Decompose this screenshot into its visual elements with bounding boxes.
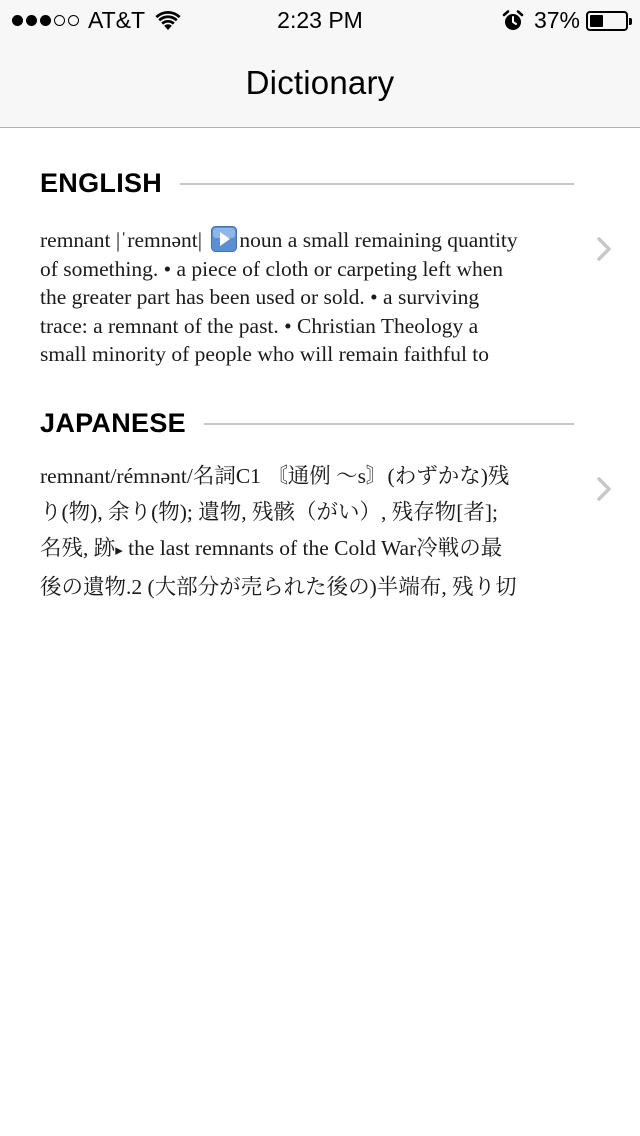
section-title: JAPANESE [40,408,186,438]
entry-text: the last remnants of the Cold War冷戦の最 [122,536,503,560]
entry-line: of something. • a piece of cloth or carpeting left when [40,256,504,281]
navigation-bar [0,40,640,128]
chevron-right-icon[interactable] [596,476,612,502]
entry-line [40,226,574,255]
entry-line: small minority of people who will remain faithful to [40,342,490,366]
dictionary-entry-english[interactable] [40,226,574,371]
entry-line: り(物), 余り(物); 遺物, 残骸（がい）, 残存物[者]; [40,500,499,524]
entry-line: 後の遺物.2 (大部分が売られた後の)半端布, 残り切 [40,575,517,599]
chevron-right-icon[interactable] [596,236,612,262]
entry-line: remnant/rémnənt/名詞C1 〘通例 ～s〙(わずかな)残 [40,464,510,488]
example-marker: ▸ [115,543,123,559]
entry-text: 名残, 跡 [40,536,116,560]
section-divider [204,423,574,425]
entry-line: trace: a remnant of the past. • Christian Theology a [40,313,479,338]
status-bar [0,0,640,40]
section-header [40,168,574,199]
dictionary-entry-japanese[interactable] [40,458,574,608]
section-header [40,408,574,439]
status-right [502,7,628,34]
section-title: ENGLISH [40,168,163,198]
battery-nub [629,18,632,25]
section-divider [180,183,574,185]
play-pronunciation-icon[interactable] [211,226,237,252]
entry-headword: remnant |ˈremnənt| [40,228,208,252]
battery-icon [586,11,628,31]
alarm-icon [502,10,524,32]
carrier-name: AT&T [88,7,146,33]
entry-line [40,530,574,569]
battery-fill [590,15,603,27]
entry-line: the greater part has been used or sold. • a surviving [40,285,480,309]
battery-percent: 37% [533,7,580,33]
entry-text: noun a small remaining quantity [239,228,518,252]
page-title: Dictionary [245,64,395,101]
status-time: 2:23 PM [277,7,363,33]
